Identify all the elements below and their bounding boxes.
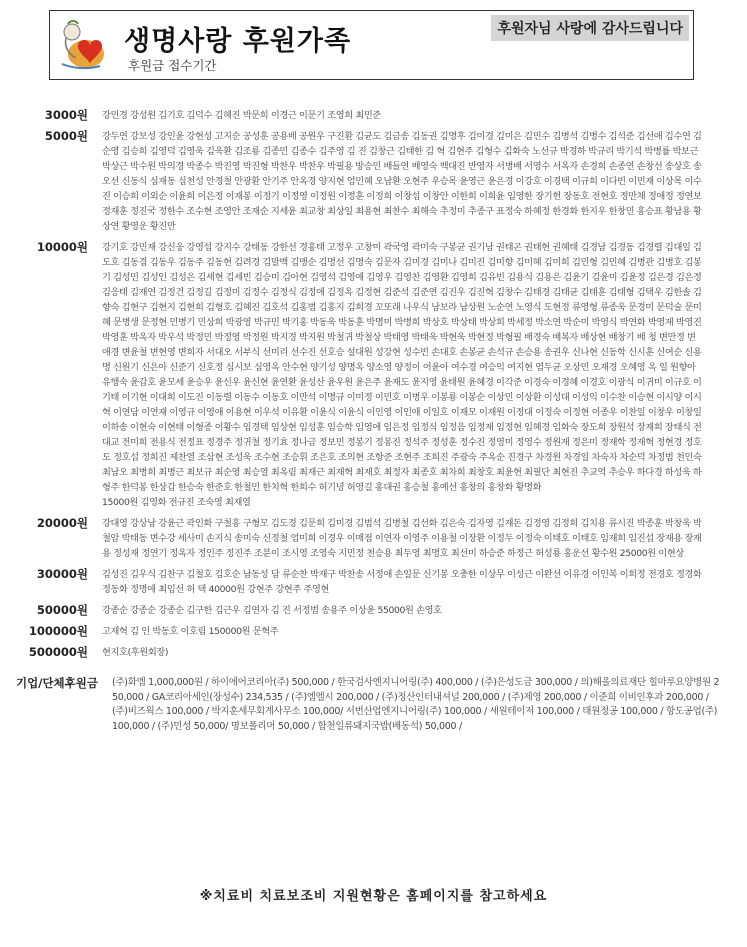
tier-row: [0, 624, 747, 639]
tier-donor-names: 고재혁 김 인 박동호 이호림 150000원 문혁주: [102, 626, 279, 637]
corporate-donor-list: (주)화엠 1,000,000원 / 하이에어코리아(주) 500,000 / 한국검사엔지니어링(주) 400,000 / (주)은성도금 300,000 / 의)해올의료재단 힐마루요양병원 250,000 / GA코리아세인(장성수) 234,535 / (주)엠엘시 200,000 / (주)정산인터내셔널 200,000 / (주)제영 200,000 / 이준희 이비인후과 200,000 / (주)비즈웍스 100,000 / 박지훈세무회계사무소 100,000/ 서번산업엔지니어링(주) 100,000 / 세원테이저 100,000 / 태원정공 100,000 / 항도공업(주) 100,000 / (주)민성 50,000/ 명보폴리머 50,000 / 합천일류돼지국밥(배동석) 50,000 /: [112, 677, 720, 732]
tier-amount: 30000원: [36, 567, 88, 581]
tier-amount: 3000원: [44, 108, 88, 122]
tier-row: [0, 567, 747, 597]
footer-note: ※치료비 치료보조비 지원현황은 홈페이지를 참고하세요: [199, 889, 548, 904]
heart-with-child-logo-icon: [56, 16, 108, 74]
tier-donor-names: 강민경 강성원 김기호 김덕수 김헤진 박문희 이경근 이문기 조영희 최민준: [102, 110, 381, 121]
tier-donor-names: 강두연 강보성 강인윤 강현성 고지순 공성훈 공용배 공원우 구진환 김균도 김금송 김동권 김명후 김미경 김미은 김민수 김병석 김병수 김석준 김선애 김수연 김순영 김승희 김영덕 김영욱 김욱환 김조룡 김종민 김종수 김주영 김 진 김창근 김태한 김 혁 김현주 김형수 김화숙 노선규 박경하 박규리 박기석 박병률 박보근 박상근 박수원 박의경 박종수 박진영 박진형 박찬우 박찬우 박필용 방승민 배들연 배영숙 백대진 반영자 서병배 서영수 서옥자 손경희 손종연 손창선 송상호 송오선 신동식 심재동 심천성 안경철 안광환 안기주 안옥경 양지현 엄민혜 오남환 오현주 우승목 윤영근 윤은경 이강호 이경택 이규희 이다빈 이민재 이상목 이수진 이승희 이외순 이윤희 이은정 이재봉 이정기 이정영 이정원 이정훈 이정희 이창섭 이창안 이한희 이희윤 임영한 장기헌 장동호 전현호 정만채 정애정 정연보 정재훈 정진국 정한수 조수현 조영안 조재순 지세윤 최교창 최상일 최용현 최찬수 최해숙 추정미 추종구 표정숙 하혜정 한경화 한지우 한창민 홍승표 황남용 황상연 황영운 황진만: [102, 131, 705, 232]
tier-amount: 50000원: [36, 603, 88, 617]
tier-row: [0, 603, 747, 618]
tier-row: [0, 516, 747, 561]
tier-donor-names: 현지호(후원회장): [102, 647, 169, 658]
donor-tiers: [0, 108, 747, 734]
tier-donor-names: 강기호 강민재 강신웅 강영섭 강지수 강태동 강한선 경홍태 고정우 고창미 곽국영 곽미숙 구봉균 권기남 권태곤 권태현 권혜태 김경남 김경동 김경렬 김대일 김도호 김동겸 김동우 김동주 김동현 김려경 김말백 김맹순 김명선 김명숙 김문자 김미경 김미나 김미진 김미향 김미혜 김미희 김민형 김민혜 김병관 김병호 김봉기 김성민 김성인 김성은 김세현 김세빈 김승미 김아현 김영석 김영애 김영우 김영찬 김영환 김영희 김유빈 김용식 김용은 김윤기 김윤미 김윤정 김은경 김은정 김응태 김재연 김정건 김정길 김정미 김정수 김정식 김정애 김정옥 김정현 김준석 김준연 김진우 김진혁 김창수 김태경 김태균 김태훈 김태형 김택우 김한솔 김향숙 김현구 김현지 김현희 김형호 김혜진 김호석 김홍범 김홍지 김희경 꼬또래 나우식 남보라 남상원 노순연 노영식 도현정 류영형 류종욱 문경미 문덕술 문미혜 문병생 문정현 민병기 민상희 박광영 박규민 박기홍 박동욱 박동훈 박명미 박병희 박상호 박상태 박상희 박세정 박소연 박순미 박영식 박연화 박영재 박영진 박영훈 박옥자 박우석 박정민 박정영 박정원 박지경 박지원 박철귀 박철상 박태영 박태욱 박현욱 박현정 박형필 배경숙 배복자 배상현 배창기 배 청 변만정 변애경 변윤철 변현영 변희자 서대오 서부식 선미리 선수진 선호승 설대원 성강현 성수빈 손대호 손봉균 손석규 손승용 송권우 신나현 신동학 신시훈 신여순 신용명 신원기 신은아 신준기 신호정 심시보 심영옥 안수현 양기성 양명옥 양소영 양정이 어윤아 여수경 여승익 여지현 염두균 오상민 오재경 오혜영 옥 일 원향아 유행숙 윤갑호 윤모세 윤승우 윤신우 윤신현 윤연환 윤성산 윤우원 윤은주 윤재도 윤지영 윤태원 윤혜경 이각준 이경숙 이경혜 이경호 이광식 이귀미 이규호 이기태 이기현 이대희 이도진 이동렬 이동수 이동호 이만석 이명규 이미정 이민호 이병우 이봉룡 이봉순 이상민 이상환 이성대 이성익 이수찬 이승현 이시양 이시혁 이연담 이연재 이영규 이영애 이용현 이우석 이유환 이윤식 이윤식 이인영 이인애 이일호 이재모 이재원 이정대 이정숙 이정현 이종우 이찬일 이창우 이창일 이하송 이현숙 이현태 이형종 이황수 임경택 임상현 임성훈 임승학 임영애 임은정 임정식 임정음 임정재 임정현 임혜경 임화숙 장도희 장원석 장재희 장태식 전대교 전미희 전용식 전정표 정경주 정귀철 정기효 정나금 정보민 정봉기 정봉진 정석주 정성훈 정수진 정영미 정영수 정원재 정은미 정재학 정재혁 정현경 정호도 정호섭 정희진 제찬열 조삼현 조성욱 조수현 조승휘 조은호 조의현 조항준 조현주 조희진 주광숙 주옥순 진경구 차경원 차경일 차숙자 차순덕 차정범 천인숙 최남오 최병희 최병근 최보규 최순영 최승열 최옥림 최재근 최재혁 최재호 최정자 최종호 최차희 최창호 최윤현 최필단 최현진 추교억 추승우 하다경 하성욱 하형주 한덕봉 한상갑 한승숙 한준호 한철민 한치혁 한희수 허기녕 허영길 홍대권 홍승철 홍예선 홍창의 홍창화 황명화 15000원 김영화 전규진 조숙영 최재열: [102, 242, 702, 508]
tier-donor-names: 강대영 강상남 강윤근 곽인화 구철홍 구형모 김도경 김문희 김미경 김범석 김병철 김선화 김은숙 김자영 김재돈 김정영 김정희 김치용 류시진 박종훈 박창욱 박철암 박태동 변수강 세사미 손지식 송미숙 신정철 엄미희 이경우 이매점 이연자 이영주 이용철 이장환 이정두 이정숙 이태호 이태호 임재희 임진섭 장재용 장재용 정성재 정연기 정옥자 정인주 정진주 조분이 조시영 조영숙 지민정 천승용 최두영 최명호 최선미 하승준 하정근 허성룡 홍운선 황수원 25000원 이현상: [102, 518, 702, 559]
corporate-donors: [0, 676, 747, 734]
header-box: [49, 10, 694, 80]
tier-amount: 5000원: [44, 129, 88, 143]
thanks-tagline: 후원자님 사랑에 감사드립니다: [491, 15, 689, 41]
page-subtitle: 후원금 접수기간: [128, 58, 217, 73]
page-title: 생명사랑 후원가족: [124, 26, 352, 57]
tier-donor-names: 강종순 강종순 강종순 김구한 김근우 김연자 김 진 서정범 송용주 이상윤 55000원 손영호: [102, 605, 442, 616]
tier-amount: 10000원: [36, 240, 88, 254]
tier-row: [0, 129, 747, 234]
tier-amount: 20000원: [36, 516, 88, 530]
tier-row: [0, 108, 747, 123]
tier-row: [0, 240, 747, 510]
corporate-label: 기업/단체후원금: [16, 676, 98, 690]
tier-amount: 500000원: [28, 645, 88, 659]
tier-row: [0, 645, 747, 660]
tier-amount: 100000원: [28, 624, 88, 638]
tier-donor-names: 김성진 김우식 김찬구 김철호 김호순 남동성 담 류순찬 박재구 박찬송 서정애 손일문 신기봉 오충한 이상무 이성근 이완선 이유경 이인복 이희정 전경호 정경화 정동화 정명애 최임선 허 택 40000원 강현주 강현주 주영현: [102, 569, 705, 595]
